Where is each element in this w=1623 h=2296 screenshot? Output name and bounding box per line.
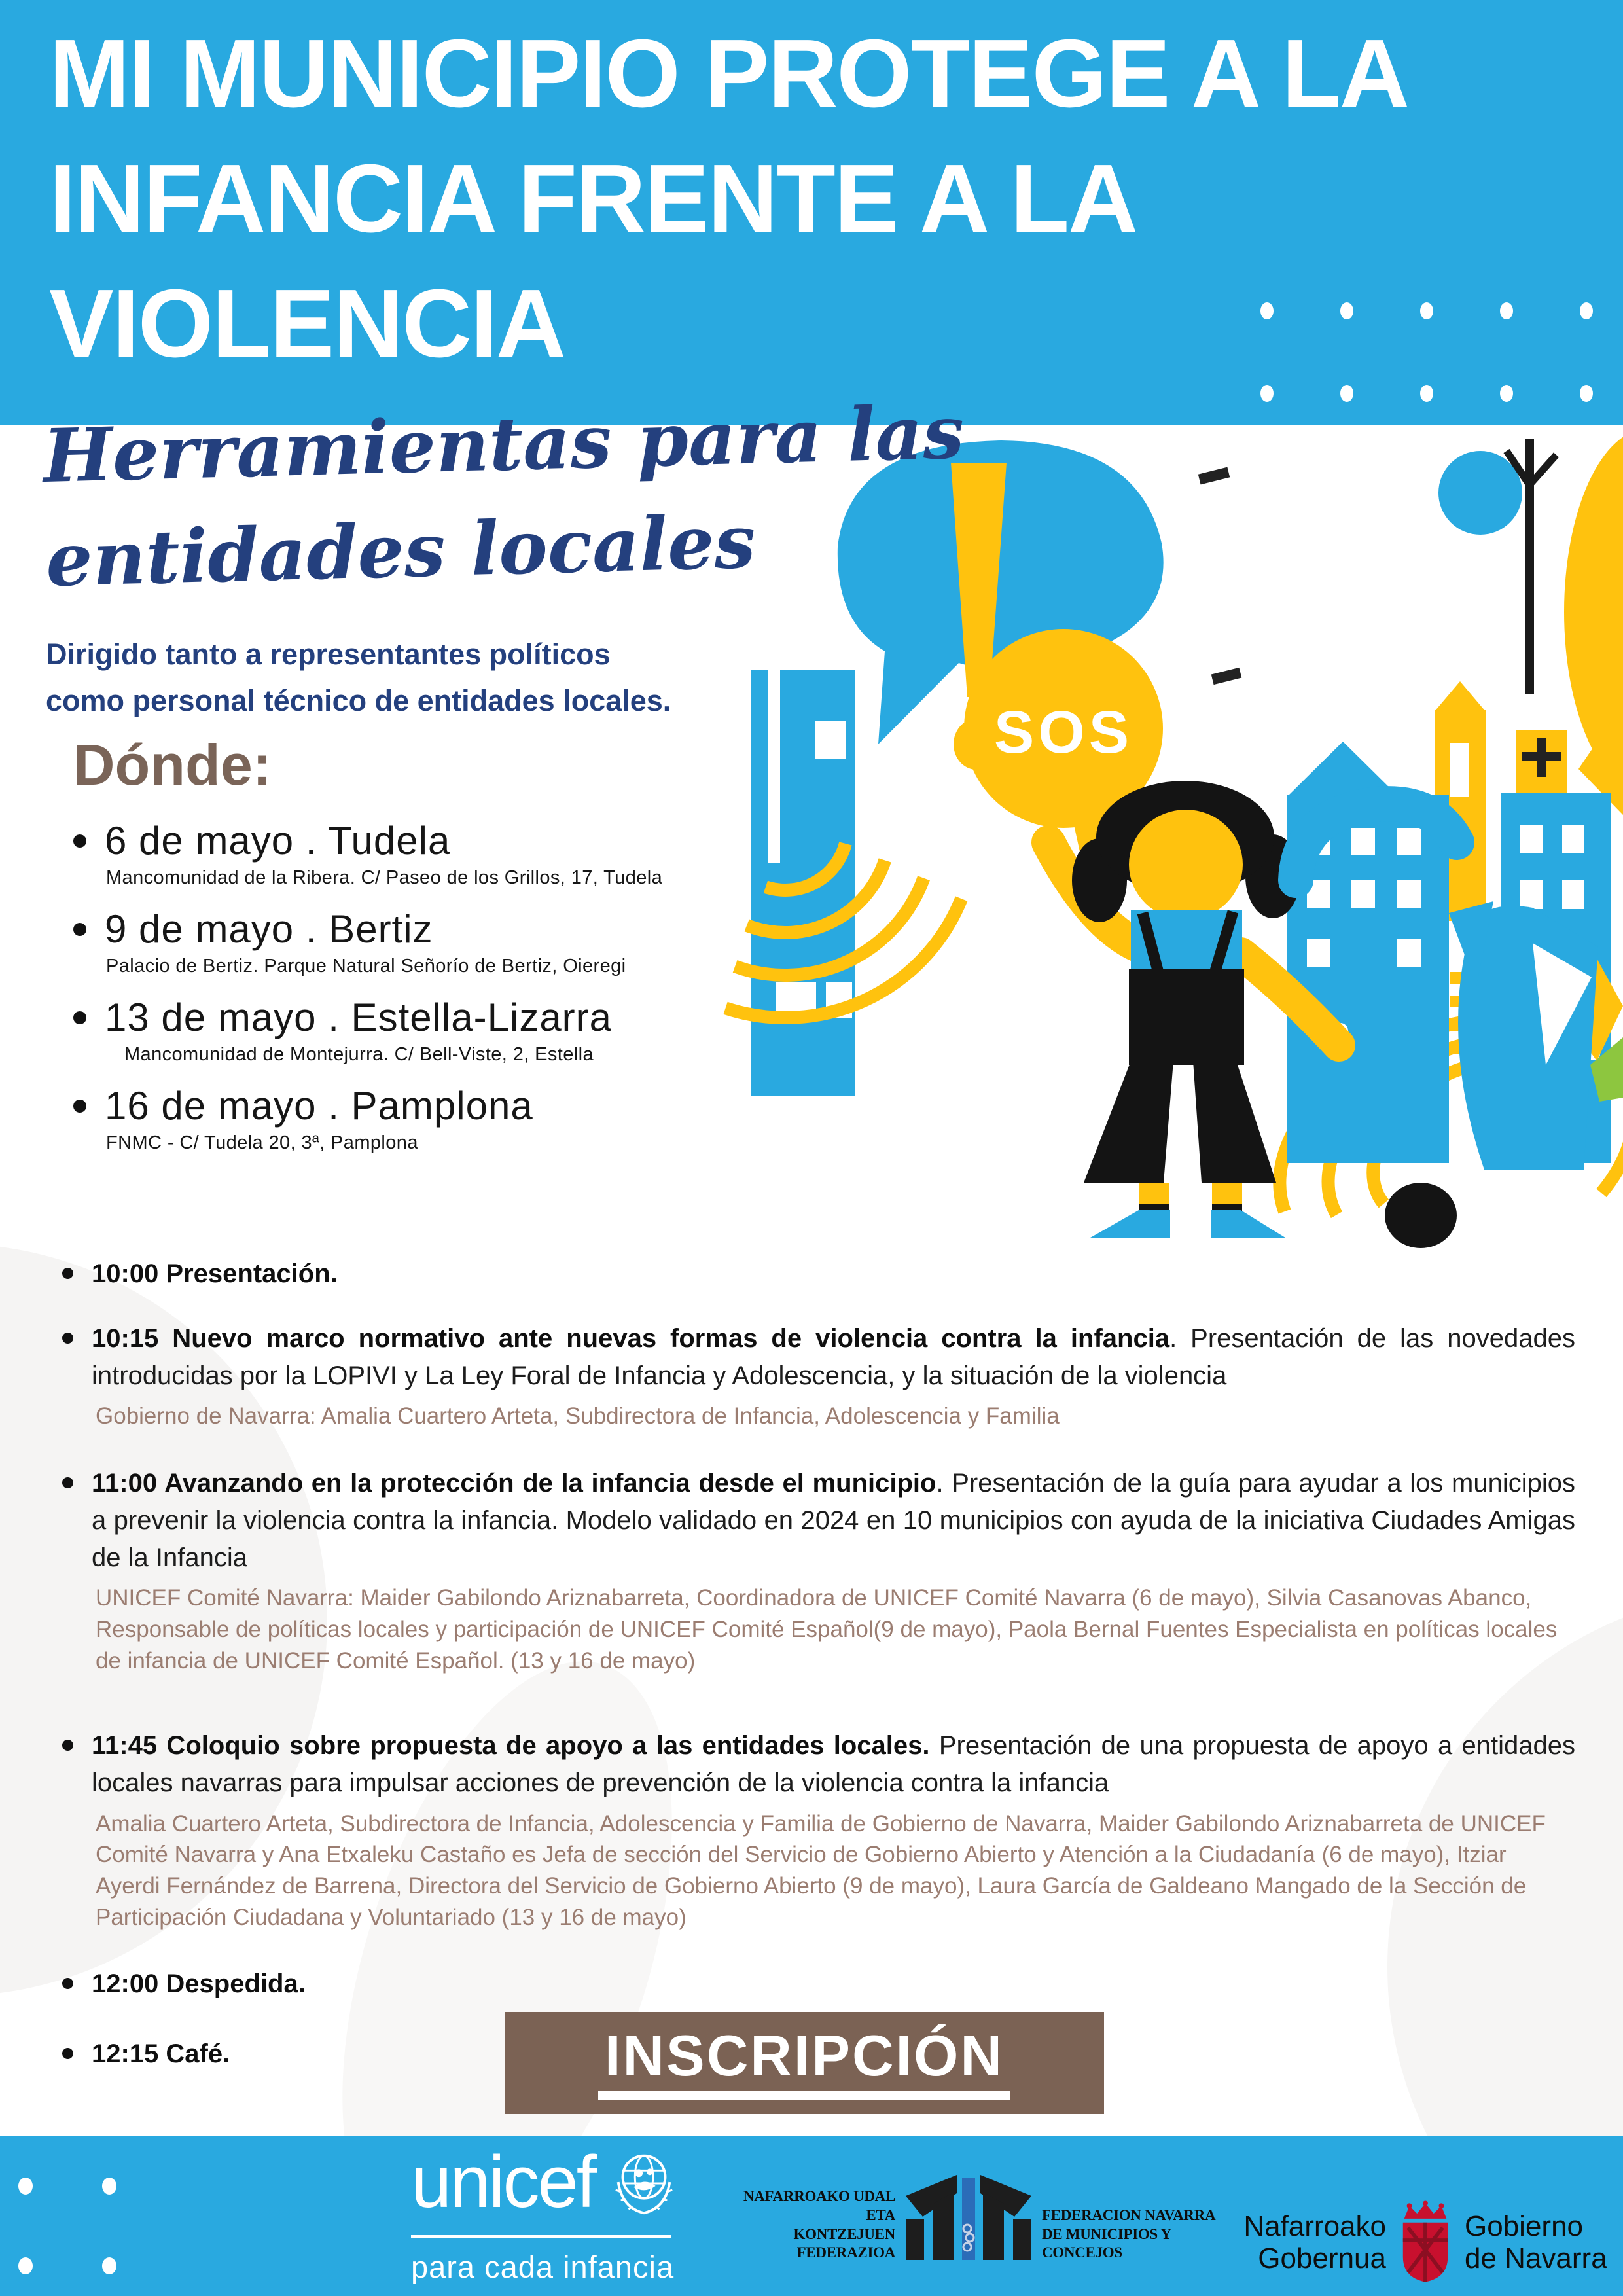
poster-title (49, 12, 1408, 387)
header-dots-pattern (1260, 302, 1593, 402)
title-line-1: MI MUNICIPIO PROTEGE A LA (49, 20, 1408, 128)
sos-label: SOS (993, 699, 1133, 766)
fnmc-es-line2: DE MUNICIPIOS Y CONCEJOS (1042, 2225, 1171, 2261)
venue-title: 13 de mayo . Estella-Lizarra (105, 996, 613, 1039)
agenda-item (62, 1727, 1575, 1933)
bullet-icon (62, 2048, 73, 2059)
agenda-time-title: 10:15 Nuevo marco normativo ante nuevas formas de violencia contra la infancia (92, 1323, 1170, 1353)
where-heading: Dónde: (73, 732, 272, 797)
list-item (73, 906, 767, 977)
venue-address: Palacio de Bertiz. Parque Natural Señorío de Bertiz, Oieregi (106, 956, 626, 977)
dot (18, 2257, 33, 2274)
dot (18, 2178, 33, 2195)
gobierno-navarra-logo (1229, 2200, 1623, 2285)
dot (1580, 302, 1593, 319)
dash-mark (1211, 668, 1242, 685)
agenda-time-title: 10:00 Presentación. (92, 1259, 338, 1288)
inscription-button[interactable] (505, 2012, 1104, 2114)
header-band (0, 0, 1623, 425)
unicef-wordmark: unicef (411, 2141, 595, 2223)
agenda-item (62, 1320, 1575, 1432)
footer-band (0, 2136, 1623, 2296)
agenda-item (62, 1965, 1575, 2003)
subtitle-script (42, 380, 968, 613)
agenda-item-body (92, 1320, 1575, 1432)
agenda-time-title: 11:45 Coloquio sobre propuesta de apoyo a las entidades locales. (92, 1731, 930, 1761)
subtitle-line-1: Herramientas para las (42, 389, 965, 499)
bullet-icon (73, 1100, 86, 1113)
venue-title-row (73, 1083, 767, 1128)
navarra-shield-icon (1397, 2200, 1454, 2285)
dot (102, 2257, 116, 2274)
audience-line-1: Dirigido tanto a representantes políticos (46, 637, 611, 671)
venue-title-row (73, 906, 767, 952)
subtitle-line-2: entidades locales (45, 499, 757, 603)
agenda-text (92, 1320, 1575, 1395)
tree-icon (1438, 439, 1556, 694)
gob-eu-line2: Gobernua (1258, 2242, 1386, 2274)
agenda-description: . Presentación de la guía para ayudar a los municipios a prevenir la violencia contra la infancia. Modelo validado en 2024 en 10 municipios con ayuda de la iniciativa Ciudades Amigas de la Infancia (92, 1468, 1575, 1572)
fnmc-logo (720, 2174, 1245, 2264)
footer-dots-pattern (18, 2178, 116, 2274)
dot (1420, 302, 1433, 319)
dot (1500, 385, 1513, 402)
unicef-divider (411, 2235, 671, 2238)
agenda-item-body (92, 1727, 1575, 1933)
title-line-3: VIOLENCIA (49, 269, 565, 378)
bullet-icon (62, 1333, 73, 1344)
agenda-time-title: 12:00 Despedida. (92, 1969, 306, 1999)
agenda-time-title: 11:00 Avanzando en la protección de la infancia desde el municipio (92, 1468, 936, 1498)
venue-title: 16 de mayo . Pamplona (105, 1084, 533, 1128)
agenda-text (92, 1727, 1575, 1802)
agenda-item (62, 1255, 1575, 1293)
dot (1340, 385, 1353, 402)
fnmc-emblem-icon (899, 2174, 1038, 2264)
fnmc-spanish-name (1042, 2206, 1245, 2264)
fnmc-eu-line1: NAFARROAKO UDAL ETA (743, 2188, 895, 2223)
dot (1580, 385, 1593, 402)
gob-eu-line1: Nafarroako (1243, 2210, 1386, 2242)
fnmc-basque-name (720, 2187, 895, 2264)
dot (1340, 302, 1353, 319)
dot (1420, 385, 1433, 402)
agenda-item-body (92, 1965, 1575, 2003)
agenda-text (92, 1465, 1575, 1576)
agenda-text (92, 1255, 1575, 1293)
unicef-logo (411, 2141, 683, 2285)
bullet-icon (62, 1978, 73, 1989)
bullet-icon (73, 834, 86, 848)
dot (1260, 302, 1274, 319)
fnmc-eu-line2: KONTZEJUEN FEDERAZIOA (793, 2225, 895, 2261)
audience-note (46, 631, 671, 724)
dot (1260, 385, 1274, 402)
dot (102, 2178, 116, 2195)
agenda-item-body (92, 1255, 1575, 1293)
gobierno-spanish-name (1465, 2210, 1623, 2275)
bullet-icon (73, 1011, 86, 1024)
dash-mark (1198, 467, 1230, 485)
unicef-tagline: para cada infancia (411, 2250, 675, 2284)
gob-es-line2: de Navarra (1465, 2242, 1607, 2274)
venue-address: FNMC - C/ Tudela 20, 3ª, Pamplona (106, 1132, 418, 1153)
agenda-item (62, 1465, 1575, 1676)
venue-title: 9 de mayo . Bertiz (105, 907, 433, 951)
agenda-description: . Presentación de las novedades introducidas por la LOPIVI y La Ley Foral de Infancia y Adolescencia, y la situación de la violencia (92, 1323, 1575, 1390)
venue-title-row (73, 818, 767, 863)
venue-address: Mancomunidad de la Ribera. C/ Paseo de los Grillos, 17, Tudela (106, 867, 663, 888)
agenda-description: Presentación de una propuesta de apoyo a entidades locales navarras para impulsar acciones de prevención de la violencia contra la infancia (92, 1731, 1576, 1797)
title-line-2: INFANCIA FRENTE A LA (49, 144, 1137, 253)
bullet-icon (73, 923, 86, 936)
unicef-logo-row (411, 2141, 683, 2223)
venue-address: Mancomunidad de Montejurra. C/ Bell-Viste, 2, Estella (124, 1044, 594, 1065)
gobierno-basque-name (1229, 2210, 1386, 2275)
agenda-speakers: Gobierno de Navarra: Amalia Cuartero Arteta, Subdirectora de Infancia, Adolescencia y Familia (96, 1403, 1060, 1429)
unicef-emblem-icon (605, 2145, 683, 2222)
gob-es-line1: Gobierno (1465, 2210, 1584, 2242)
list-item (73, 1083, 767, 1154)
bullet-icon (62, 1477, 73, 1488)
audience-line-2: como personal técnico de entidades locales. (46, 684, 671, 718)
yellow-bubble-shape (1564, 429, 1623, 815)
agenda-speakers: Amalia Cuartero Arteta, Subdirectora de Infancia, Adolescencia y Familia de Gobierno de Navarra, Maider Gabilondo Ariznabarreta de UNICEF Comité Navarra y Ana Etxaleku Castaño es Jefa de sección del Servicio de Gobierno Abierto y Atención a la Ciudadanía (6 de mayo), Itziar Ayerdi Fernández de Barrena, Directora del Servicio de Gobierno Abierto (9 de mayo), Laura García de Galdeano Mangado de la Sección de Participación Ciudadana y Voluntariado (13 y 16 de mayo) (96, 1810, 1546, 1930)
agenda-speakers: UNICEF Comité Navarra: Maider Gabilondo Ariznabarreta, Coordinadora de UNICEF Comité Navarra (6 de mayo), Silvia Casanovas Abanco, Responsable de políticas locales y participación de UNICEF Comité Español(9 de mayo), Paola Bernal Fuentes Especialista en políticas locales de infancia de UNICEF Comité Español. (13 y 16 de mayo) (96, 1585, 1558, 1674)
venue-title-row (73, 995, 767, 1040)
venue-title: 6 de mayo . Tudela (105, 819, 451, 863)
venue-list (73, 818, 767, 1172)
inscription-button-label: INSCRIPCIÓN (598, 2027, 1010, 2100)
dot (1500, 302, 1513, 319)
agenda-list (62, 1255, 1575, 2106)
fnmc-es-line1: FEDERACION NAVARRA (1042, 2206, 1216, 2223)
bullet-icon (62, 1268, 73, 1279)
list-item (73, 818, 767, 889)
list-item (73, 995, 767, 1066)
agenda-text (92, 1965, 1575, 2003)
agenda-item-body (92, 1465, 1575, 1676)
agenda-time-title: 12:15 Café. (92, 2039, 230, 2068)
bullet-icon (62, 1740, 73, 1751)
